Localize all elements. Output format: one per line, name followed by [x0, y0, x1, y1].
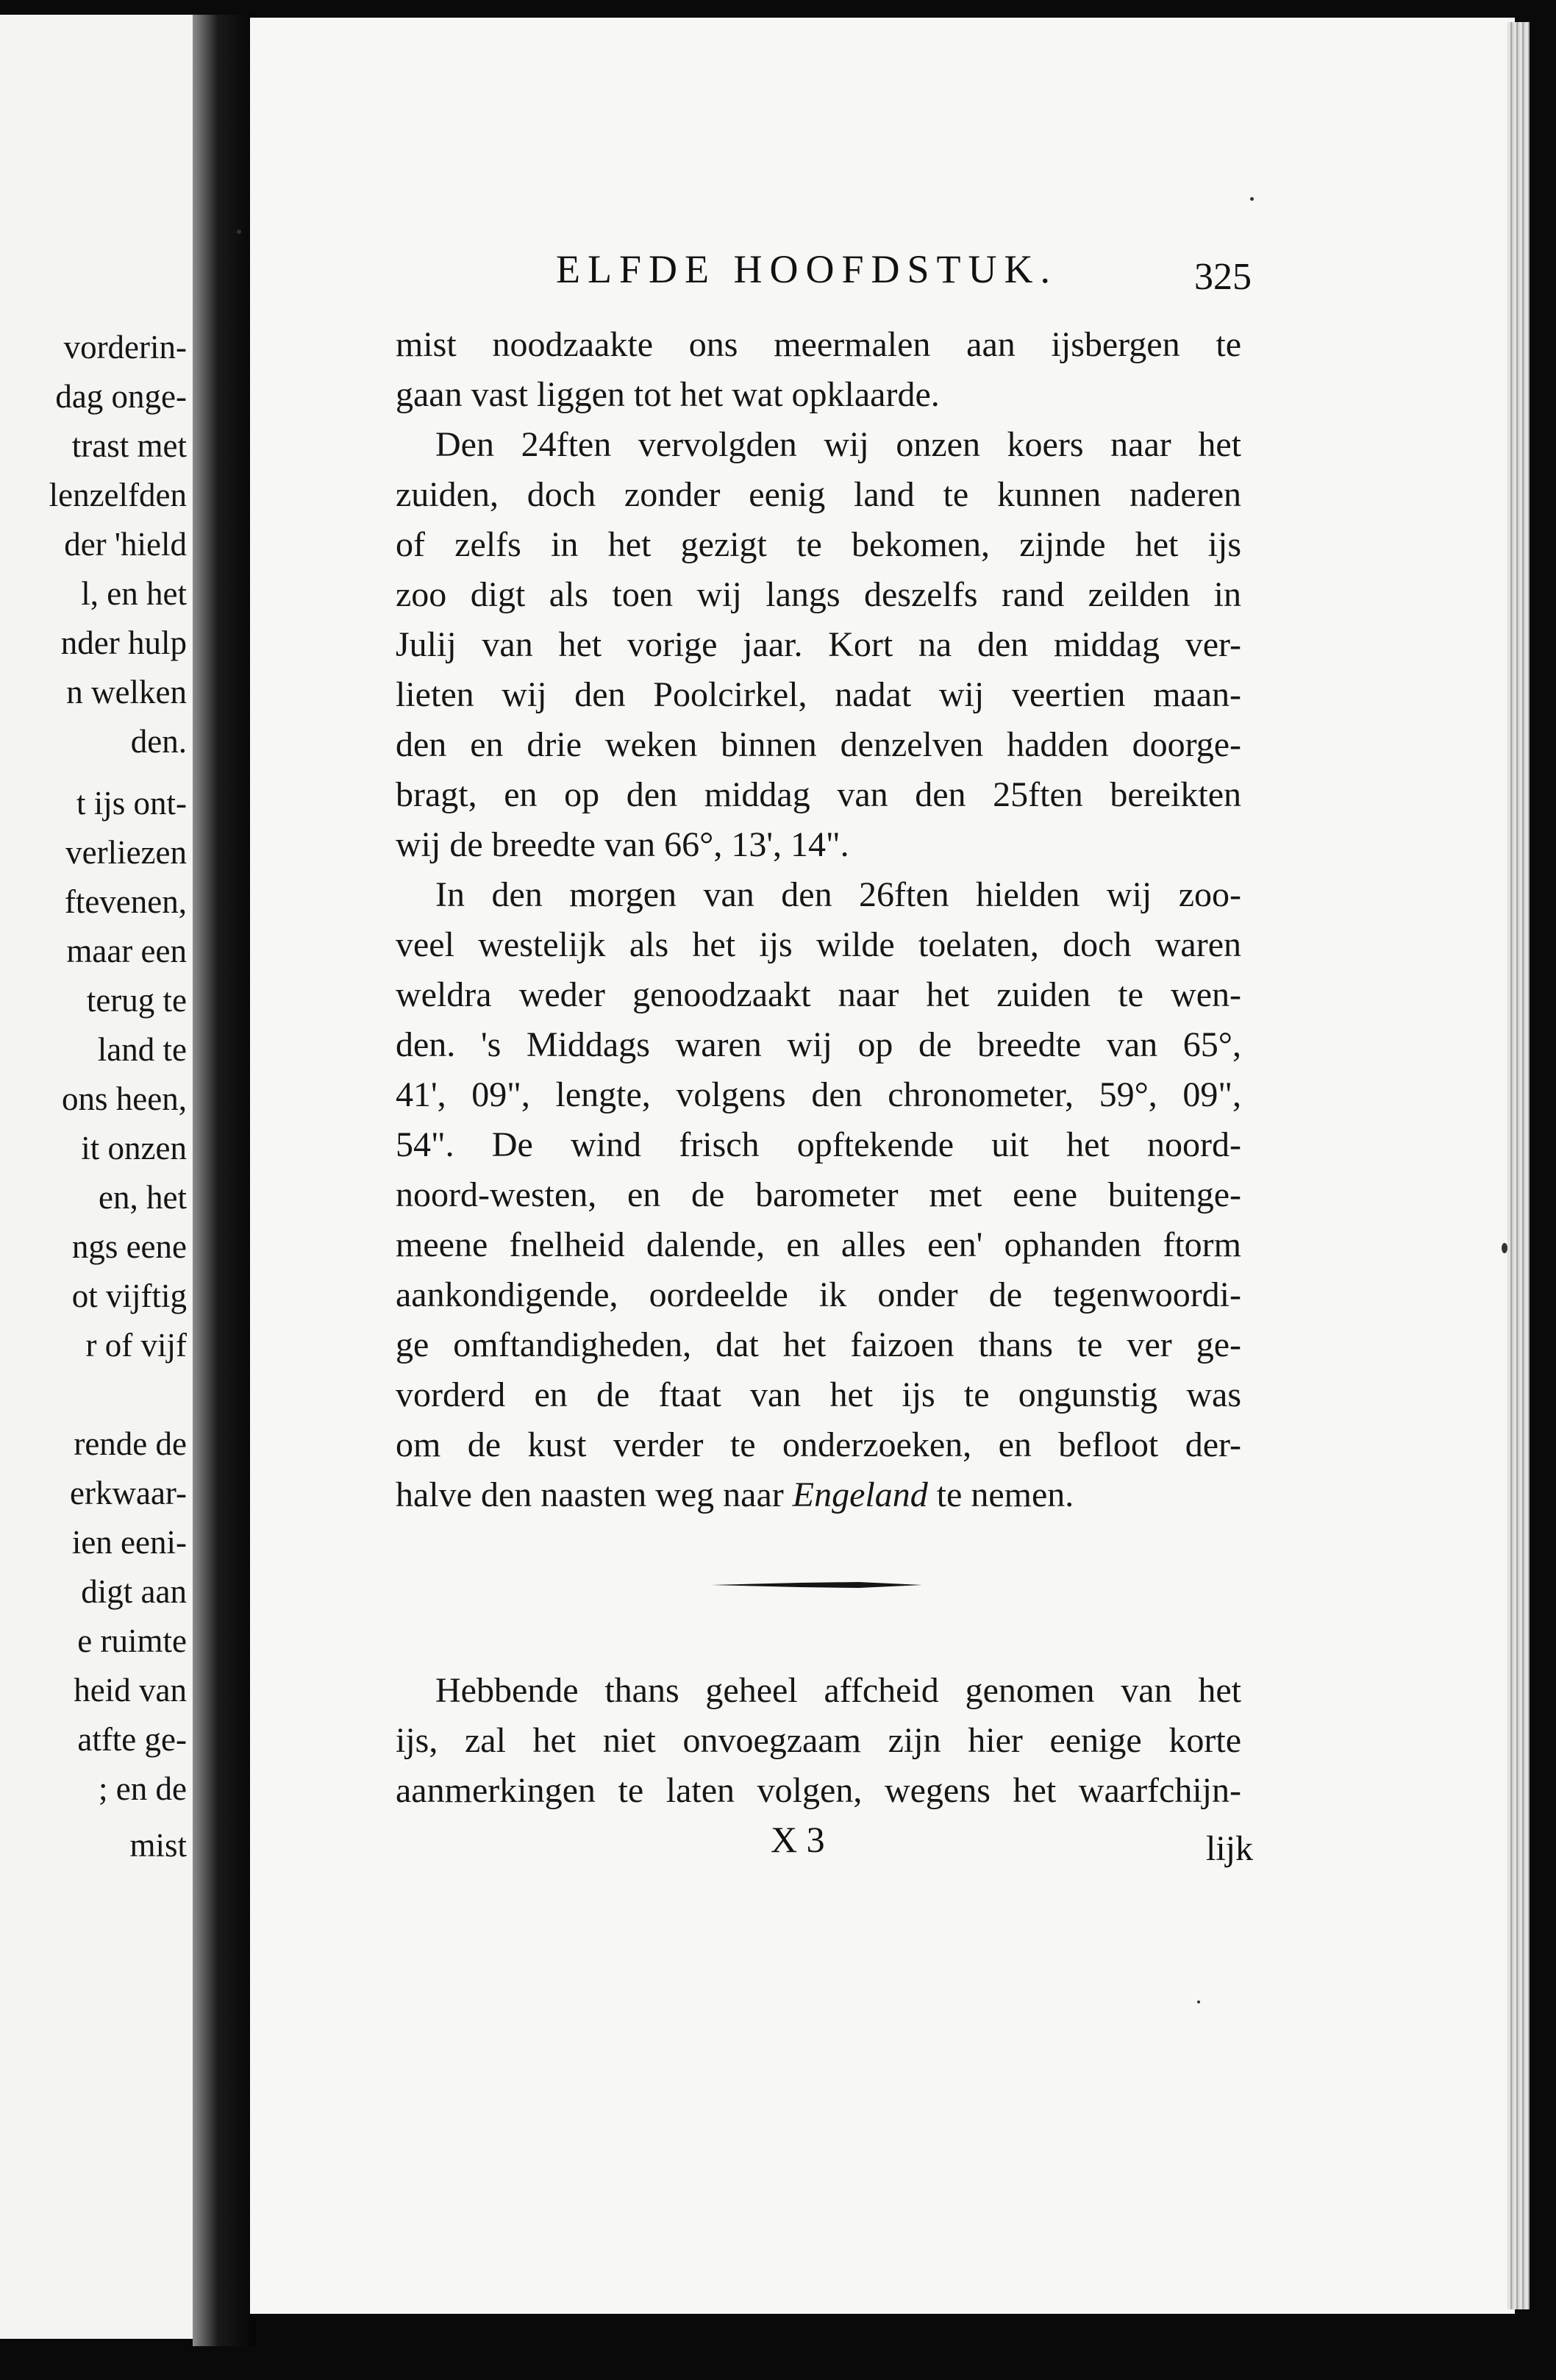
left-line: ons heen, — [62, 1080, 187, 1117]
left-line: n welken — [66, 674, 187, 710]
left-line: land te — [97, 1031, 187, 1068]
left-line: l, en het — [81, 575, 187, 612]
signature-mark: X 3 — [771, 1819, 825, 1860]
left-line: ngs eene — [71, 1228, 187, 1265]
left-line: ien eeni- — [71, 1524, 187, 1561]
text-line: 41', 09", lengte, volgens den chronometer, 59°, 09", — [396, 1075, 1241, 1114]
left-line: digt aan — [81, 1573, 187, 1610]
page-number: 325 — [1194, 256, 1252, 298]
left-line: t ijs ont- — [76, 785, 187, 822]
left-page-fragment — [0, 15, 197, 2339]
text-line: Den 24ften vervolgden wij onzen koers naar het — [435, 425, 1241, 464]
print-speck — [237, 229, 241, 234]
text-line: bragt, en op den middag van den 25ften bereikten — [396, 775, 1241, 814]
left-line: verliezen — [65, 834, 187, 871]
text-line: mist noodzaakte ons meermalen aan ijsbergen te — [396, 325, 1241, 364]
text-line: Hebbende thans geheel affcheid genomen van het — [435, 1671, 1241, 1710]
left-line: den. — [130, 723, 187, 760]
text-line: gaan vast liggen tot het wat opklaarde. — [396, 375, 940, 414]
running-header: ELFDE HOOFDSTUK. — [556, 247, 1058, 291]
text-line: aanmerkingen te laten volgen, wegens het waarfchijn- — [396, 1771, 1241, 1810]
book-gutter — [193, 15, 256, 2346]
left-line: ; en de — [99, 1770, 187, 1807]
text-line: weldra weder genoodzaakt naar het zuiden te wen- — [396, 975, 1241, 1014]
page-edge — [1507, 22, 1530, 2309]
left-line: heid van — [74, 1672, 187, 1709]
text-line: In den morgen van den 26ften hielden wij zoo- — [435, 875, 1241, 914]
text-line: om de kust verder te onderzoeken, en befloot der- — [396, 1425, 1241, 1464]
left-line: r of vijf — [85, 1327, 187, 1364]
italic-place-name: Engeland — [792, 1475, 928, 1514]
left-line: mist — [129, 1827, 187, 1864]
left-line: e ruimte — [77, 1622, 187, 1659]
print-speck — [1250, 197, 1254, 201]
left-line: ot vijftig — [71, 1278, 187, 1314]
text-line: den. 's Middags waren wij op de breedte van 65°, — [396, 1025, 1241, 1064]
left-line: nder hulp — [60, 624, 187, 661]
text-line: vorderd en de ftaat van het ijs te ongunstig was — [396, 1375, 1241, 1414]
left-line: maar een — [66, 933, 187, 969]
left-line: dag onge- — [55, 378, 187, 415]
text-line: aankondigende, oordeelde ik onder de tegenwoordi- — [396, 1275, 1241, 1314]
left-line: terug te — [86, 982, 187, 1019]
text-line: Julij van het vorige jaar. Kort na den middag ver- — [396, 625, 1241, 664]
text-line: 54". De wind frisch opftekende uit het noord- — [396, 1125, 1241, 1164]
left-line: erkwaar- — [70, 1475, 187, 1511]
text-line: noord-westen, en de barometer met eene buitenge- — [396, 1175, 1241, 1214]
print-speck — [1502, 1243, 1507, 1253]
text-line: zuiden, doch zonder eenig land te kunnen naderen — [396, 475, 1241, 514]
left-line: trast met — [71, 427, 187, 464]
text-line: zoo digt als toen wij langs deszelfs rand zeilden in — [396, 575, 1241, 614]
text-line-with-italic: halve den naasten weg naar Engeland te nemen. — [396, 1475, 1074, 1514]
text-line: lieten wij den Poolcirkel, nadat wij veertien maan- — [396, 675, 1241, 714]
print-speck — [1197, 2000, 1200, 2003]
section-separator-rule — [712, 1581, 922, 1589]
left-line: atfte ge- — [77, 1721, 187, 1758]
text-line: wij de breedte van 66°, 13', 14". — [396, 825, 849, 864]
left-line: rende de — [74, 1425, 187, 1462]
text-line: den en drie weken binnen denzelven hadden doorge- — [396, 725, 1241, 764]
left-line: lenzelfden — [49, 477, 187, 513]
left-line: vorderin- — [63, 329, 187, 366]
left-line: ftevenen, — [64, 883, 187, 920]
text-line: ge omftandigheden, dat het faizoen thans te ver ge- — [396, 1325, 1241, 1364]
catchword: lijk — [1206, 1829, 1254, 1868]
text-line: veel westelijk als het ijs wilde toelaten, doch waren — [396, 925, 1241, 964]
left-line: it onzen — [81, 1130, 187, 1166]
left-line: en, het — [99, 1179, 187, 1216]
text-line: meene fnelheid dalende, en alles een' ophanden ftorm — [396, 1225, 1241, 1264]
left-line: der 'hield — [64, 526, 187, 563]
text-line: of zelfs in het gezigt te bekomen, zijnde het ijs — [396, 525, 1241, 564]
text-line: ijs, zal het niet onvoegzaam zijn hier eenige korte — [396, 1721, 1241, 1760]
